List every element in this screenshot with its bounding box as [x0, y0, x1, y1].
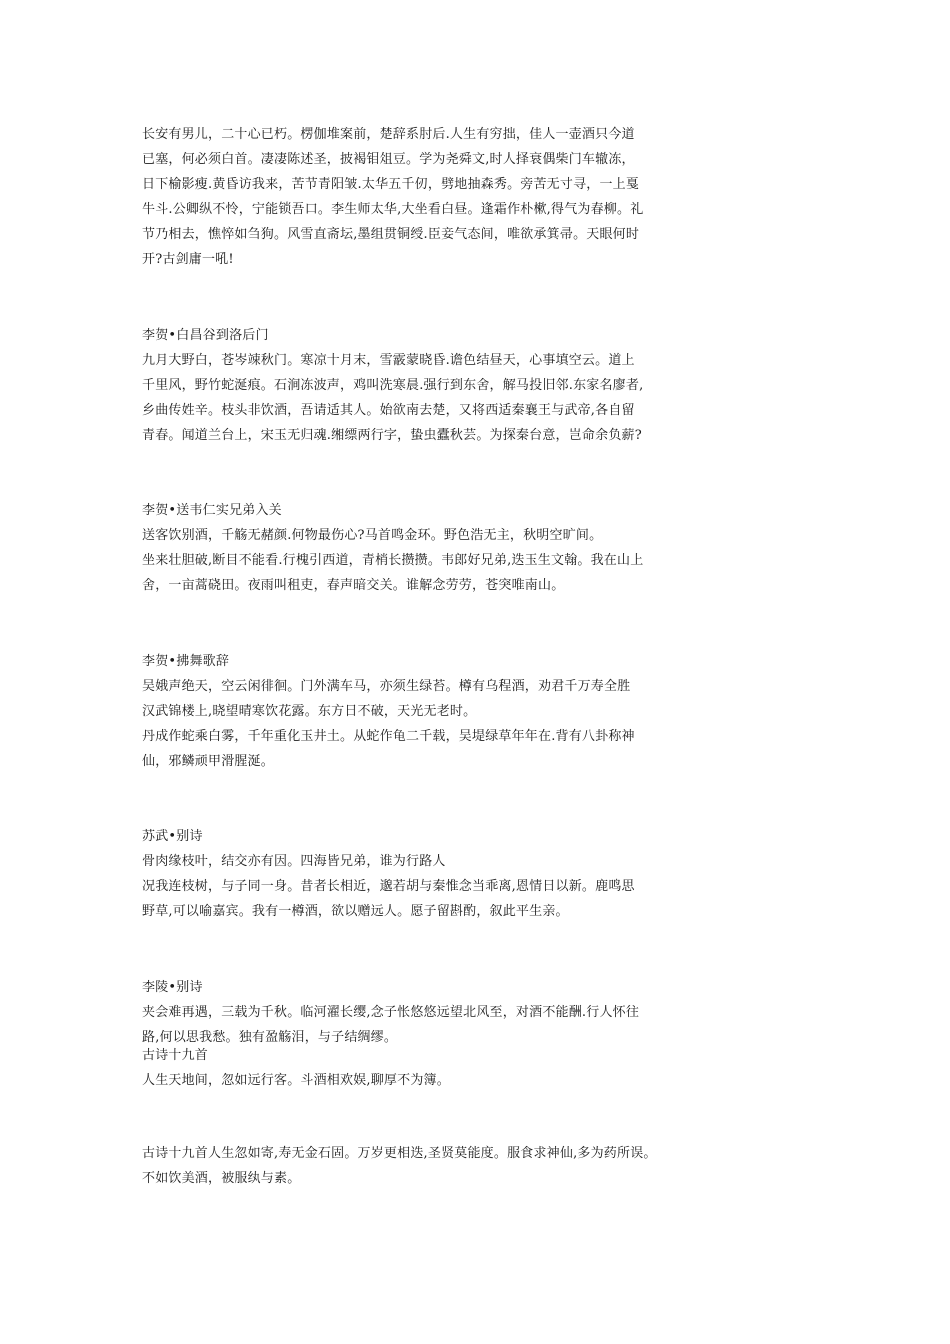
poem-title: 李陵•别诗	[142, 980, 203, 995]
poem-title: 苏武•别诗	[142, 829, 203, 844]
poem-line: 已塞，何必须白首。凄凄陈述圣，披褐钼俎豆。学为尧舜文,时人择衰偶柴门车辙冻，	[142, 152, 635, 167]
poem-line: 人生天地间，忽如远行客。斗酒相欢娱,聊厚不为簿。	[142, 1073, 450, 1088]
poem-title: 李贺•白昌谷到洛后门	[142, 328, 269, 343]
poem-title: 李贺•拂舞歌辞	[142, 654, 230, 669]
poem-line: 况我连枝树，与子同一身。昔者长相近，邈若胡与秦惟念当乖离,恩情日以新。鹿鸣思	[142, 879, 635, 894]
poem-line: 路,何以思我愁。独有盈觞泪，与子结绸缪。	[142, 1030, 398, 1045]
poem-line: 不如饮美酒，被服纨与素。	[142, 1171, 301, 1186]
poem-line: 青春。闻道兰台上，宋玉无归魂.缃缥两行字，蛰虫蠹秋芸。为探秦台意，岂命余负薪?	[142, 428, 642, 443]
poem-line: 舍，一亩蒿硗田。夜雨叫租吏，春声暗交关。谁解念劳劳，苍突唯南山。	[142, 578, 565, 593]
poem-line: 丹成作蛇乘白雾，千年重化玉井土。从蛇作龟二千载，吴堤绿草年年在.背有八卦称神	[142, 729, 635, 744]
poem-line: 开?古剑庸一吼!	[142, 252, 234, 267]
poem-line: 千里风，野竹蛇涎痕。石涧冻波声，鸡叫洗寒晨.强行到东舍，解马投旧邻.东家名廖者,	[142, 378, 644, 393]
poem-line: 日下榆影瘦.黄昏访我来，苦节青阳皱.太华五千仞，劈地抽森秀。旁苦无寸寻，一上戛	[142, 177, 640, 192]
poem-line: 野草,可以喻嘉宾。我有一樽酒，欲以赠远人。愿子留斟酌，叙此平生亲。	[142, 904, 569, 919]
poem-line: 仙，邪鳞顽甲滑腥涎。	[142, 754, 275, 769]
poem-title: 古诗十九首	[142, 1048, 209, 1063]
poem-line: 长安有男儿，二十心已朽。楞伽堆案前，楚辞系肘后.人生有穷拙，佳人一壶酒只今道	[142, 127, 635, 142]
poem-line: 节乃相去，憔悴如刍狗。风雪直斋坛,墨组贯铜绶.臣妾气态间，唯欲承箕帚。天眼何时	[142, 227, 640, 242]
poem-line: 送客饮别酒，千觞无赭颜.何物最伤心?马首鸣金环。野色浩无主，秋明空旷间。	[142, 528, 603, 543]
poem-line: 乡曲传姓辛。枝头非饮酒，吾请适其人。始欲南去楚，又将西适秦襄王与武帝,各自留	[142, 403, 635, 418]
poem-line: 夹会难再遇，三载为千秋。临河濯长缨,念子怅悠悠远望北风至，对酒不能酬.行人怀往	[142, 1005, 640, 1020]
poem-line: 九月大野白，苍岑竦秋门。寒凉十月末，雪霰蒙晓昏.谵色结昼天，心事填空云。道上	[142, 353, 635, 368]
poem-line: 骨肉缘枝叶，结交亦有因。四海皆兄弟，谁为行路人	[142, 854, 446, 869]
poem-line: 坐来壮胆破,断目不能看.行槐引西道，青梢长攒攒。韦郎好兄弟,迭玉生文翰。我在山上	[142, 553, 644, 568]
poem-line: 汉武锦楼上,晓望晴寒饮花露。东方日不破，天光无老时。	[142, 704, 477, 719]
poem-line: 古诗十九首人生忽如寄,寿无金石固。万岁更相迭,圣贤莫能度。服食求神仙,多为药所误。	[142, 1146, 657, 1161]
poem-title: 李贺•送韦仁实兄弟入关	[142, 503, 282, 518]
poem-line: 牛斗.公卿纵不怜，宁能锁吾口。李生师太华,大坐看白昼。逢霜作朴樕,得气为春柳。礼	[142, 202, 644, 217]
poem-line: 吴娥声绝天，空云闲徘徊。门外满车马，亦须生绿苔。樽有乌程酒，劝君千万寿全胜	[142, 679, 631, 694]
